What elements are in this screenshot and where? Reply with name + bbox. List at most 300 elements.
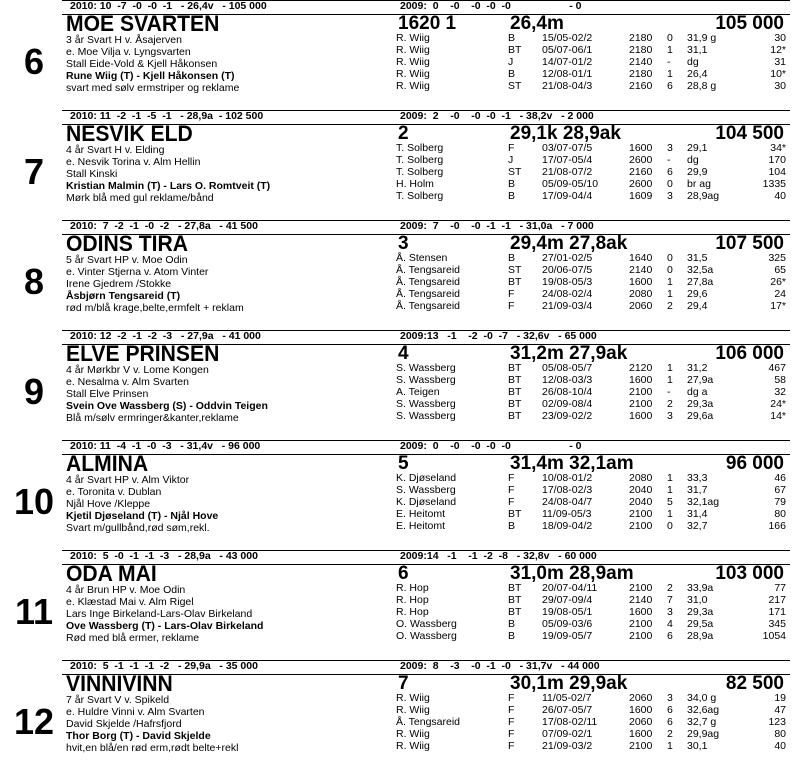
start-cell: 1640 [629, 252, 653, 264]
horse-entry [0, 330, 804, 440]
post-position: 7 [398, 673, 409, 694]
start-cell: 2060 [629, 300, 653, 312]
start-cell: 24/08-02/4 [542, 288, 593, 300]
start-cell: 104 [768, 166, 786, 178]
post-position: 5 [398, 453, 409, 474]
start-cell: K. Djøseland [396, 472, 457, 484]
start-row [396, 154, 786, 166]
start-cell: BT [508, 362, 522, 374]
start-cell: 1600 [629, 410, 653, 422]
start-cell: F [508, 288, 515, 300]
start-cell: 0 [667, 264, 673, 276]
start-cell: 2 [667, 728, 673, 740]
start-cell: ST [508, 264, 522, 276]
start-cell: 2160 [629, 80, 653, 92]
start-row [396, 68, 786, 80]
start-cell: B [508, 630, 516, 642]
horse-entry [0, 550, 804, 660]
horse-name: ODA MAI [66, 561, 157, 586]
start-row [396, 166, 786, 178]
start-cell: O. Wassberg [396, 630, 457, 642]
start-cell: 20/06-07/5 [542, 264, 593, 276]
stats-2009: 2009: 2 -0 -0 -0 -1 - 38,2v - 2 000 [400, 110, 594, 122]
start-cell: 2080 [629, 472, 653, 484]
start-cell: S. Wassberg [396, 374, 456, 386]
start-row [396, 264, 786, 276]
start-row [396, 300, 786, 312]
racing-colors: Mørk blå med gul reklame/bånd [66, 192, 214, 204]
start-cell: 29,9 [687, 166, 708, 178]
start-number: 10 [13, 481, 55, 522]
start-cell: F [508, 692, 515, 704]
horse-name: MOE SVARTEN [66, 11, 220, 36]
start-cell: 1 [667, 68, 673, 80]
start-cell: 31 [774, 56, 786, 68]
start-cell: 0 [667, 32, 673, 44]
start-cell: dg [687, 154, 699, 166]
earnings: 106 000 [715, 343, 784, 364]
start-cell: R. Hop [396, 582, 429, 594]
pedigree-line: Njål Hove /Kleppe [66, 498, 151, 510]
pedigree-line: Stall Elve Prinsen [66, 388, 149, 400]
stats-2010: 2010: 7 -2 -1 -0 -2 - 27,8a - 41 500 [70, 220, 258, 232]
horse-entry [0, 110, 804, 220]
stats-2010: 2010: 12 -2 -1 -2 -3 - 27,9a - 41 000 [70, 330, 261, 342]
start-cell: T. Solberg [396, 166, 444, 178]
post-position: 3 [398, 233, 409, 254]
pedigree-line: e. Nesalma v. Alm Svarten [66, 376, 189, 388]
start-cell: 31,2 [687, 362, 708, 374]
start-cell: 17/09-04/4 [542, 190, 593, 202]
start-cell: 30 [774, 80, 786, 92]
recent-starts [396, 362, 786, 422]
start-cell: J [508, 56, 514, 68]
start-cell: - [667, 56, 671, 68]
stats-2009: 2009: 0 -0 -0 -0 -0 - 0 [400, 0, 582, 12]
start-cell: 3 [667, 410, 673, 422]
horse-entry [0, 660, 804, 770]
start-cell: 4 [667, 618, 673, 630]
start-row [396, 520, 786, 532]
start-row [396, 410, 786, 422]
start-cell: 1 [667, 374, 673, 386]
start-cell: 33,3 [687, 472, 708, 484]
start-cell: 32,7 g [687, 716, 717, 728]
start-cell: 2120 [629, 362, 653, 374]
start-row [396, 582, 786, 594]
start-row [396, 398, 786, 410]
pedigree-line: David Skjelde /Hafrsfjord [66, 718, 182, 730]
start-cell: T. Solberg [396, 142, 444, 154]
start-cell: 34,0 g [687, 692, 717, 704]
start-cell: 325 [768, 252, 786, 264]
start-cell: 17/07-05/4 [542, 154, 593, 166]
start-cell: 19/08-05/3 [542, 276, 593, 288]
start-cell: 2140 [629, 264, 653, 276]
start-row [396, 288, 786, 300]
start-cell: 14/07-01/2 [542, 56, 593, 68]
start-cell: BT [508, 276, 522, 288]
earnings: 82 500 [725, 673, 784, 694]
start-cell: 0 [667, 178, 673, 190]
start-cell: 29,9ag [687, 728, 720, 740]
start-cell: 33,9a [687, 582, 714, 594]
start-cell: BT [508, 508, 522, 520]
start-row [396, 386, 786, 398]
racing-colors: svart med sølv ermstriper og reklame [66, 82, 240, 94]
start-cell: 24 [774, 288, 786, 300]
pedigree-line: 4 år Svart HP v. Alm Viktor [66, 474, 190, 486]
start-cell: 6 [667, 80, 673, 92]
recent-starts [396, 692, 786, 752]
start-cell: 2100 [629, 582, 653, 594]
start-cell: BT [508, 594, 522, 606]
recent-starts [396, 472, 786, 532]
start-cell: 2180 [629, 44, 653, 56]
start-cell: 05/09-03/6 [542, 618, 593, 630]
start-row [396, 692, 786, 704]
start-cell: 26,4 [687, 68, 708, 80]
start-cell: 03/07-07/5 [542, 142, 593, 154]
start-cell: 28,9a [687, 630, 714, 642]
start-cell: B [508, 520, 516, 532]
start-cell: T. Solberg [396, 190, 444, 202]
start-cell: 2140 [629, 594, 653, 606]
start-cell: 05/07-06/1 [542, 44, 593, 56]
stats-2010: 2010: 11 -4 -1 -0 -3 - 31,4v - 96 000 [70, 440, 261, 452]
driver-trainer: Kjetil Djøseland (T) - Njål Hove [66, 510, 219, 522]
start-row [396, 606, 786, 618]
start-cell: 21/09-03/2 [542, 740, 593, 752]
start-cell: 2160 [629, 166, 653, 178]
start-cell: 18/09-04/2 [542, 520, 593, 532]
start-cell: 0 [667, 520, 673, 532]
start-cell: 1 [667, 362, 673, 374]
start-row [396, 32, 786, 44]
start-cell: 29,3a [687, 606, 714, 618]
pedigree-line: e. Huldre Vinni v. Alm Svarten [66, 706, 205, 718]
start-row [396, 276, 786, 288]
pedigree-line: 4 år Mørkbr V v. Lome Kongen [66, 364, 209, 376]
start-cell: R. Wiig [396, 692, 430, 704]
start-cell: 32,5a [687, 264, 714, 276]
pedigree-line: 3 år Svart H v. Åsajerven [66, 34, 182, 46]
start-row [396, 740, 786, 752]
start-cell: 19 [774, 692, 786, 704]
start-cell: 29/07-09/4 [542, 594, 593, 606]
earnings: 104 500 [715, 123, 784, 144]
start-cell: 1335 [762, 178, 786, 190]
start-cell: BT [508, 44, 522, 56]
pedigree-line: 7 år Svart V v. Spikeld [66, 694, 170, 706]
start-row [396, 178, 786, 190]
start-cell: 1600 [629, 606, 653, 618]
start-cell: 1 [667, 288, 673, 300]
start-cell: 1 [667, 484, 673, 496]
start-cell: 2600 [629, 154, 653, 166]
start-row [396, 618, 786, 630]
start-cell: Å. Tengsareid [396, 300, 461, 312]
start-cell: 12/08-03/3 [542, 374, 593, 386]
start-cell: F [508, 716, 515, 728]
earnings: 103 000 [715, 563, 784, 584]
start-cell: 21/08-04/3 [542, 80, 593, 92]
start-cell: 31,9 g [687, 32, 717, 44]
start-row [396, 496, 786, 508]
stats-2009: 2009: 8 -3 -0 -1 -0 - 31,7v - 44 000 [400, 660, 600, 672]
stats-bar [62, 440, 790, 455]
start-cell: 1600 [629, 374, 653, 386]
start-cell: 31,0 [687, 594, 708, 606]
start-cell: 27/01-02/5 [542, 252, 593, 264]
driver-trainer: Kristian Malmin (T) - Lars O. Romtveit (T) [66, 180, 271, 192]
start-cell: B [508, 252, 516, 264]
racing-colors: Svart m/gullbånd,rød søm,rekl. [66, 522, 210, 534]
start-cell: 14* [770, 410, 786, 422]
start-cell: 58 [774, 374, 786, 386]
start-cell: 1609 [629, 190, 653, 202]
record-time: 31,2m 27,9ak [510, 343, 628, 364]
start-cell: R. Wiig [396, 32, 430, 44]
start-cell: 21/09-03/4 [542, 300, 593, 312]
start-cell: 6 [667, 630, 673, 642]
start-cell: F [508, 484, 515, 496]
pedigree-line: 4 år Brun HP v. Moe Odin [66, 584, 186, 596]
record-time: 26,4m [510, 13, 564, 34]
record-time: 29,1k 28,9ak [510, 123, 621, 144]
stats-2009: 2009:13 -1 -2 -0 -7 - 32,6v - 65 000 [400, 330, 597, 342]
start-cell: 46 [774, 472, 786, 484]
start-cell: B [508, 178, 516, 190]
earnings: 105 000 [715, 13, 784, 34]
start-cell: B [508, 68, 516, 80]
start-cell: 30 [774, 32, 786, 44]
pedigree-line: e. Vinter Stjerna v. Atom Vinter [66, 266, 209, 278]
stats-2009: 2009:14 -1 -1 -2 -8 - 32,8v - 60 000 [400, 550, 597, 562]
start-cell: 29,6a [687, 410, 714, 422]
start-cell: 2100 [629, 508, 653, 520]
start-cell: 02/09-08/4 [542, 398, 593, 410]
racing-colors: Rød med blå ermer, reklame [66, 632, 200, 644]
pedigree-line: 4 år Svart H v. Elding [66, 144, 165, 156]
start-cell: B [508, 32, 516, 44]
start-cell: B [508, 190, 516, 202]
start-cell: E. Heitomt [396, 508, 446, 520]
driver-trainer: Åsbjørn Tengsareid (T) [66, 290, 181, 302]
start-cell: 2060 [629, 692, 653, 704]
start-cell: 28,9ag [687, 190, 720, 202]
start-cell: 1 [667, 472, 673, 484]
start-cell: 2080 [629, 288, 653, 300]
start-cell: 31,4 [687, 508, 708, 520]
racing-colors: rød m/blå krage,belte,ermfelt + reklam [66, 302, 244, 314]
stats-2010: 2010: 10 -7 -0 -0 -1 - 26,4v - 105 000 [70, 0, 267, 12]
start-cell: 19/09-05/7 [542, 630, 593, 642]
start-number: 9 [23, 371, 45, 412]
start-cell: 17/08-02/11 [542, 716, 598, 728]
start-cell: H. Holm [396, 178, 434, 190]
start-row [396, 374, 786, 386]
start-cell: 1054 [762, 630, 786, 642]
start-cell: 65 [774, 264, 786, 276]
start-cell: F [508, 496, 515, 508]
start-cell: 1600 [629, 704, 653, 716]
start-cell: Å. Stensen [396, 252, 448, 264]
record-time: 30,1m 29,9ak [510, 673, 628, 694]
stats-2010: 2010: 5 -0 -1 -1 -3 - 28,9a - 43 000 [70, 550, 258, 562]
start-cell: 29,6 [687, 288, 708, 300]
driver-trainer: Svein Ove Wassberg (S) - Oddvin Teigen [66, 400, 268, 412]
start-cell: 2100 [629, 520, 653, 532]
start-cell: R. Hop [396, 606, 429, 618]
start-cell: E. Heitomt [396, 520, 446, 532]
start-number: 12 [13, 701, 55, 742]
start-cell: 79 [774, 496, 786, 508]
start-cell: S. Wassberg [396, 410, 456, 422]
start-row [396, 630, 786, 642]
start-cell: 11/05-02/7 [542, 692, 592, 704]
start-cell: F [508, 728, 515, 740]
start-cell: Å. Tengsareid [396, 716, 461, 728]
stats-2009: 2009: 0 -0 -0 -0 -0 - 0 [400, 440, 582, 452]
start-cell: 26* [770, 276, 786, 288]
start-cell: 77 [774, 582, 786, 594]
start-cell: 32 [774, 386, 786, 398]
racing-colors: hvit,en blå/en rød erm,rødt belte+rekl [66, 742, 239, 754]
start-row [396, 594, 786, 606]
horse-name: NESVIK ELD [66, 121, 193, 146]
start-cell: 11/09-05/3 [542, 508, 592, 520]
stats-bar [62, 550, 790, 565]
start-cell: F [508, 704, 515, 716]
start-cell: 2100 [629, 630, 653, 642]
start-number: 11 [14, 591, 54, 632]
start-cell: 2600 [629, 178, 653, 190]
start-cell: K. Djøseland [396, 496, 457, 508]
start-cell: 20/07-04/11 [542, 582, 598, 594]
start-cell: B [508, 618, 516, 630]
start-cell: 2100 [629, 618, 653, 630]
start-row [396, 56, 786, 68]
start-cell: 07/09-02/1 [542, 728, 593, 740]
start-cell: A. Teigen [396, 386, 440, 398]
start-cell: BT [508, 374, 522, 386]
start-cell: 6 [667, 166, 673, 178]
start-cell: 6 [667, 716, 673, 728]
start-cell: 1600 [629, 142, 653, 154]
start-cell: 80 [774, 728, 786, 740]
start-cell: 345 [768, 618, 786, 630]
racing-colors: Blå m/sølv ermringer&kanter,reklame [66, 412, 239, 424]
start-row [396, 142, 786, 154]
horse-entry [0, 440, 804, 550]
start-cell: 2100 [629, 386, 653, 398]
start-cell: 05/08-05/7 [542, 362, 593, 374]
start-cell: 27,8a [687, 276, 714, 288]
start-cell: 29,4 [687, 300, 708, 312]
start-cell: 80 [774, 508, 786, 520]
driver-trainer: Rune Wiig (T) - Kjell Håkonsen (T) [66, 70, 235, 82]
pedigree-line: e. Nesvik Torina v. Alm Hellin [66, 156, 201, 168]
start-cell: 31,5 [687, 252, 708, 264]
start-cell: 2040 [629, 484, 653, 496]
start-cell: 7 [667, 594, 673, 606]
start-cell: 32,6ag [687, 704, 720, 716]
start-cell: 24* [770, 398, 786, 410]
start-row [396, 80, 786, 92]
start-cell: 2060 [629, 716, 653, 728]
start-cell: 17* [770, 300, 786, 312]
start-cell: 2100 [629, 398, 653, 410]
start-cell: 28,8 g [687, 80, 717, 92]
post-position: 6 [398, 563, 409, 584]
start-cell: 15/05-02/2 [542, 32, 593, 44]
driver-trainer: Ove Wassberg (T) - Lars-Olav Birkeland [66, 620, 264, 632]
start-row [396, 362, 786, 374]
start-cell: 31,1 [687, 44, 708, 56]
start-cell: - [667, 386, 671, 398]
start-cell: 21/08-07/2 [542, 166, 593, 178]
start-cell: 2180 [629, 32, 653, 44]
start-cell: ST [508, 166, 522, 178]
driver-trainer: Thor Borg (T) - David Skjelde [66, 730, 211, 742]
start-cell: 26/08-10/4 [542, 386, 593, 398]
start-cell: R. Wiig [396, 728, 430, 740]
start-cell: 10/08-01/2 [542, 472, 593, 484]
horse-entry [0, 220, 804, 330]
start-row [396, 704, 786, 716]
start-cell: R. Wiig [396, 704, 430, 716]
start-cell: 3 [667, 142, 673, 154]
start-cell: 23/09-02/2 [542, 410, 593, 422]
record-time: 29,4m 27,8ak [510, 233, 628, 254]
start-cell: 32,1ag [687, 496, 720, 508]
start-cell: dg a [687, 386, 708, 398]
start-cell: 171 [768, 606, 786, 618]
start-cell: S. Wassberg [396, 484, 456, 496]
start-row [396, 716, 786, 728]
start-cell: F [508, 740, 515, 752]
stats-2010: 2010: 11 -2 -1 -5 -1 - 28,9a - 102 500 [70, 110, 264, 122]
post-position: 1620 1 [398, 13, 457, 34]
start-cell: 3 [667, 606, 673, 618]
start-cell: 30,1 [687, 740, 708, 752]
record-time: 31,4m 32,1am [510, 453, 634, 474]
start-cell: BT [508, 582, 522, 594]
start-cell: dg [687, 56, 699, 68]
start-cell: 29,3a [687, 398, 714, 410]
start-cell: F [508, 472, 515, 484]
start-cell: 2100 [629, 740, 653, 752]
start-cell: 170 [768, 154, 786, 166]
start-row [396, 484, 786, 496]
start-row [396, 190, 786, 202]
earnings: 96 000 [725, 453, 784, 474]
start-cell: 1 [667, 44, 673, 56]
start-cell: 10* [770, 68, 786, 80]
start-cell: 467 [768, 362, 786, 374]
start-cell: R. Wiig [396, 80, 430, 92]
pedigree-line: Stall Eide-Vold & Kjell Håkonsen [66, 58, 218, 70]
start-cell: 12* [770, 44, 786, 56]
start-cell: 166 [768, 520, 786, 532]
pedigree-line: Lars Inge Birkeland-Lars-Olav Birkeland [66, 608, 253, 620]
start-number: 7 [23, 151, 45, 192]
post-position: 2 [398, 123, 409, 144]
start-cell: 1 [667, 508, 673, 520]
start-cell: 2 [667, 398, 673, 410]
start-cell: 2 [667, 582, 673, 594]
